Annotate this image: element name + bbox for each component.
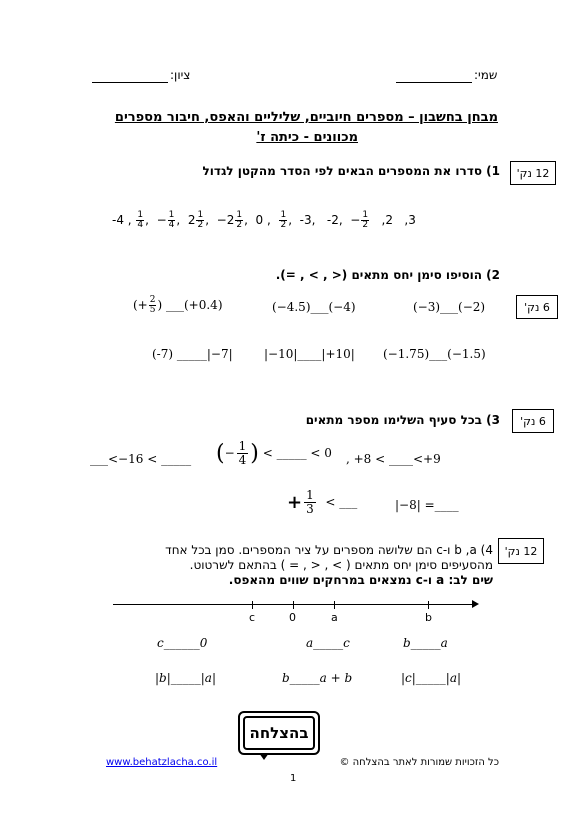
axis-label-zero: 0 [289,611,296,624]
page-title: מבחן בחשבון – מספרים חיוביים, שליליים והאפס, חיבור מספרים [114,110,498,125]
q3-points: 6 נק' [520,414,546,428]
q1-points: 12 נק' [516,166,550,180]
q2-text: 2) הוסיפו סימן יחס מתאים (< , > , =). [275,268,500,282]
q4-line3: שים לב: a ו-c נמצאים במרחקים שווים מהאפס. [228,573,493,587]
logo [238,711,320,755]
q1-points-box [510,161,556,185]
q3-row1-c: , +8 < ____<+9 [346,452,441,466]
axis-label-c: c [249,611,256,624]
q1-frac-neg-half: $\frac{1}{2}$ [362,210,369,230]
grade-field[interactable] [92,82,168,83]
q3-row1-a: ___<−16 < _____ [90,452,192,466]
tick-a [334,601,335,609]
q2-points: 6 נק' [524,300,550,314]
q2-row2-item2: |−10|____|+10| [264,347,355,361]
q1-item: -3 [299,213,312,227]
q2-row1-item1: (−3)___(−2) [413,300,486,314]
q3-row2-b: |−8| =____ [395,498,459,512]
logo-pointer [259,753,269,760]
q4-line2: מהסעיפים סימן יחס מתאים ( > , < , = ) בהתאם לשרטוט. [189,558,493,572]
q3-neg-quarter: $\frac{1}{4}$ [238,439,247,467]
q1-frac-two-half: $\frac{1}{2}$ [197,210,204,230]
q1-frac-half: $\frac{1}{2}$ [280,210,287,230]
q4-line1: 4) b ,a ו-c הם שלושה מספרים על ציר המספרים. סמן בכל אחד [165,543,493,557]
q1-frac-neg-two-half: $\frac{1}{2}$ [236,210,243,230]
grade-label: ציון: [170,68,191,82]
q4-row1-item2: a_____c [306,636,350,650]
q1-item: 0 [255,213,264,227]
q4-row2-item1: |c|_____|a| [401,671,462,685]
q4-points: 12 נק' [504,544,538,558]
q2-row2-item1: (−1.75)___(−1.5) [383,347,486,361]
q3-text: 3) בכל סעיף השלימו מספר מתאים [305,413,500,427]
q2-row1-item2: (−4.5)___(−4) [272,300,356,314]
q2-frac: $\frac{2}{5}$ [149,295,156,315]
q2-row2-item3: (-7) _____|−7| [152,347,233,361]
axis-label-a: a [331,611,338,624]
number-line-arrow-icon [472,600,479,608]
q1-item: 2 [385,213,393,227]
tick-c [252,601,253,609]
q1-frac-quarter: $\frac{1}{4}$ [137,210,144,230]
q2-row1-item3: (+ $\frac{2}{5}$ ) ___(+0.4) [133,295,223,315]
q1-text: 1) סדרו את המספרים הבאים לפי הסדר מהקטן לגדול [202,164,500,178]
logo-text: בהצלחה [249,724,309,742]
name-label: שמי: [474,68,498,82]
q4-row2-item2: b_____a + b [282,671,353,685]
q3-points-box [512,409,554,433]
q3-row1-b: (− $\frac{1}{4}$ ) < _____ < 0 [216,439,332,467]
tick-b [428,601,429,609]
q3-row2-a: + $\frac{1}{3}$ < ___ [287,488,358,516]
axis-label-b: b [425,611,432,624]
footer-copyright: כל הזכויות שמורות לאתר בהצלחה © [339,757,499,768]
name-field[interactable] [396,82,472,83]
page-number: 1 [290,773,297,784]
number-line [113,604,475,605]
tick-zero [293,601,294,609]
logo-inner [243,716,315,750]
q4-row1-item1: b_____a [403,636,448,650]
q1-item: 3 [408,213,416,227]
q4-row2-item3: |b|_____|a| [155,671,217,685]
q3-third: $\frac{1}{3}$ [306,488,314,516]
q1-number-list: -4 , $\frac{1}{4}$ , − $\frac{1}{4}$ , 2 $\frac{1}{2}$ , −2 $\frac{1}{2}$ , 0 , $\frac{1}{2}$ , -3, -2, − $\frac{1}{2}$ ,2 ,3 [112,210,416,230]
q1-frac-neg-quarter: $\frac{1}{4}$ [168,210,175,230]
q2-points-box [516,295,558,319]
page-subtitle: מכוונים - כיתה ז' [256,130,358,145]
q4-points-box [498,538,544,564]
q1-item: -4 [112,213,124,227]
q1-item: -2 [326,213,339,227]
q4-row1-item3: c______0 [157,636,208,650]
footer-url[interactable]: www.behatzlacha.co.il [106,757,218,768]
